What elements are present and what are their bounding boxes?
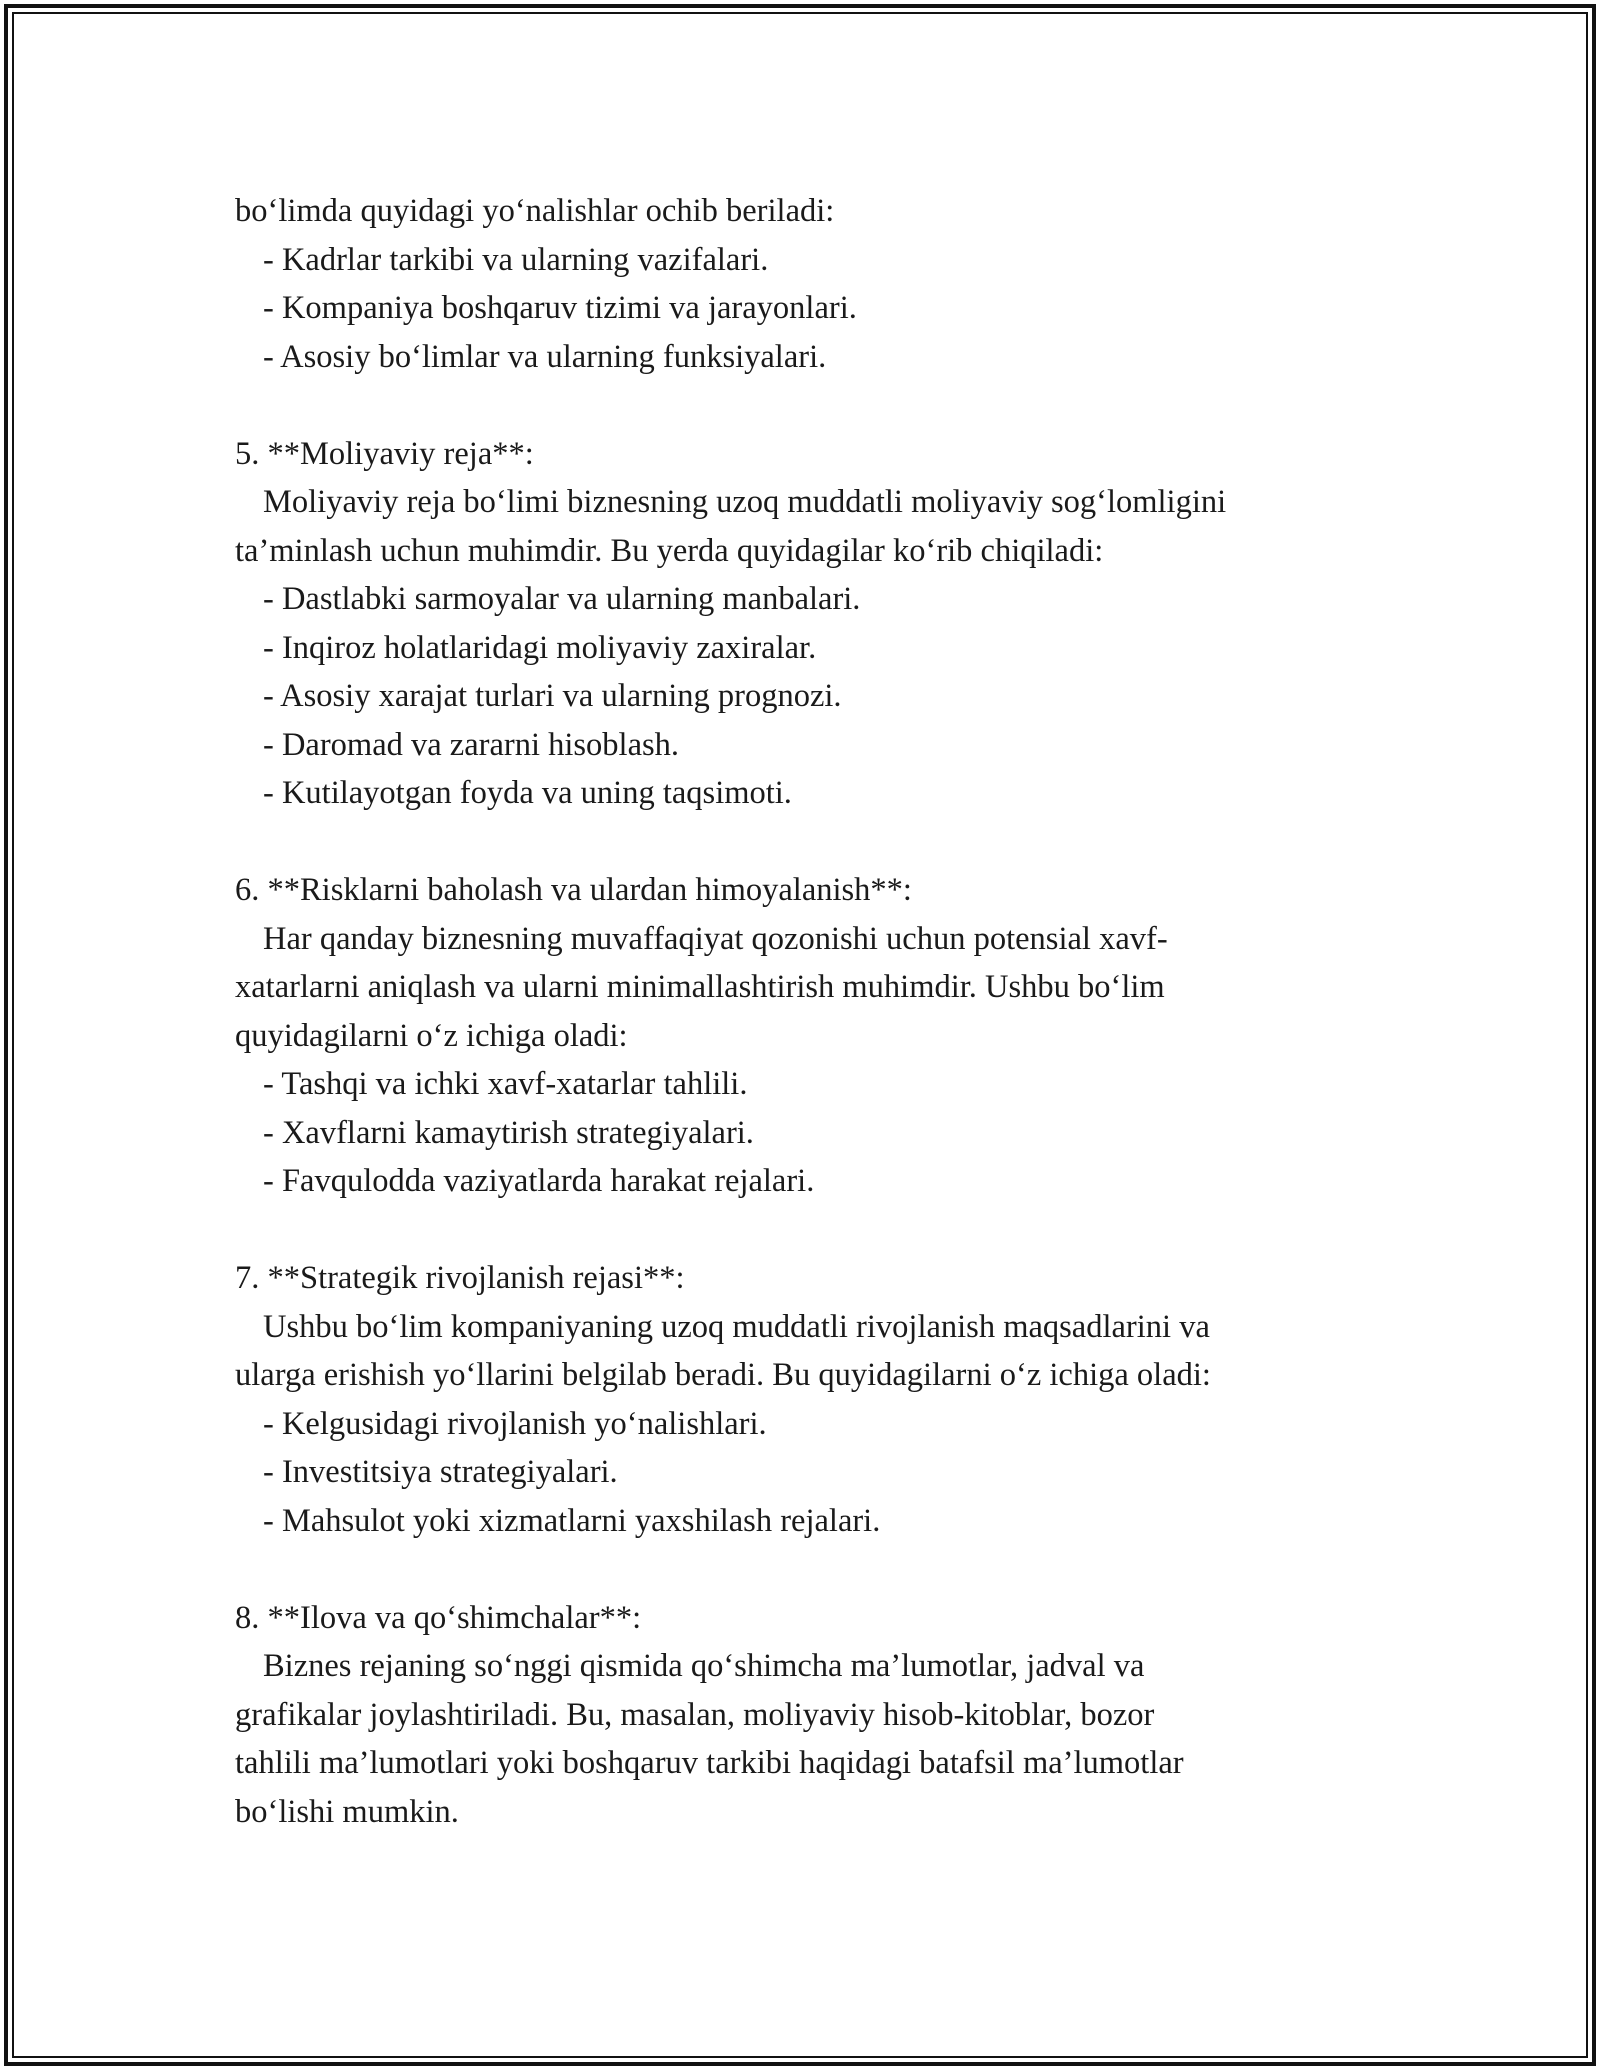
list-item: - Kompaniya boshqaruv tizimi va jarayonlari.	[263, 290, 857, 326]
paragraph-line: ta’minlash uchun muhimdir. Bu yerda quyidagilar ko‘rib chiqiladi:	[235, 532, 1104, 569]
list-item: - Kelgusidagi rivojlanish yo‘nalishlari.	[263, 1405, 767, 1442]
list-item: - Daromad va zararni hisoblash.	[263, 726, 680, 763]
paragraph-line: grafikalar joylashtiriladi. Bu, masalan, moliyaviy hisob-kitoblar, bozor	[235, 1696, 1155, 1733]
list-item: - Mahsulot yoki xizmatlarni yaxshilash rejalari.	[263, 1502, 881, 1539]
paragraph-line: Biznes rejaning so‘nggi qismida qo‘shimcha ma’lumotlar, jadval va	[263, 1648, 1145, 1684]
section-heading: 5. **Moliyaviy reja**:	[235, 435, 534, 472]
paragraph-gap	[235, 818, 1385, 867]
list-item: - Investitsiya strategiyalari.	[263, 1454, 618, 1490]
section-heading: 8. **Ilova va qo‘shimchalar**:	[235, 1599, 642, 1636]
list-item: - Kutilayotgan foyda va uning taqsimoti.	[263, 775, 792, 811]
list-item: - Xavflarni kamaytirish strategiyalari.	[263, 1114, 754, 1151]
paragraph-line: tahlili ma’lumotlari yoki boshqaruv tarkibi haqidagi batafsil ma’lumotlar	[235, 1745, 1184, 1781]
document-body	[235, 187, 1385, 1836]
paragraph-line: bo‘lishi mumkin.	[235, 1793, 459, 1830]
list-item: - Kadrlar tarkibi va ularning vazifalari.	[263, 241, 769, 278]
section-heading: 7. **Strategik rivojlanish rejasi**:	[235, 1260, 685, 1296]
list-item: - Asosiy bo‘limlar va ularning funksiyalari.	[263, 338, 827, 375]
list-item: - Inqiroz holatlaridagi moliyaviy zaxiralar.	[263, 629, 817, 666]
list-item: - Favqulodda vaziyatlarda harakat rejalari.	[263, 1163, 815, 1199]
paragraph-line: Moliyaviy reja bo‘limi biznesning uzoq muddatli moliyaviy sog‘lomligini	[263, 484, 1227, 520]
paragraph-gap	[235, 1545, 1385, 1594]
paragraph-line: ularga erishish yo‘llarini belgilab beradi. Bu quyidagilarni o‘z ichiga oladi:	[235, 1357, 1211, 1393]
intro-line: bo‘limda quyidagi yo‘nalishlar ochib beriladi:	[235, 193, 835, 229]
list-item: - Tashqi va ichki xavf-xatarlar tahlili.	[263, 1066, 748, 1102]
list-item: - Dastlabki sarmoyalar va ularning manbalari.	[263, 581, 861, 617]
paragraph-gap	[235, 381, 1385, 430]
paragraph-line: quyidagilarni o‘z ichiga oladi:	[235, 1017, 628, 1054]
paragraph-line: xatarlarni aniqlash va ularni minimallashtirish muhimdir. Ushbu bo‘lim	[235, 969, 1165, 1005]
paragraph-line: Ushbu bo‘lim kompaniyaning uzoq muddatli rivojlanish maqsadlarini va	[263, 1308, 1210, 1345]
paragraph-line: Har qanday biznesning muvaffaqiyat qozonishi uchun potensial xavf-	[263, 920, 1168, 957]
section-heading: 6. **Risklarni baholash va ulardan himoyalanish**:	[235, 872, 912, 908]
paragraph-gap	[235, 1206, 1385, 1255]
list-item: - Asosiy xarajat turlari va ularning prognozi.	[263, 678, 842, 714]
